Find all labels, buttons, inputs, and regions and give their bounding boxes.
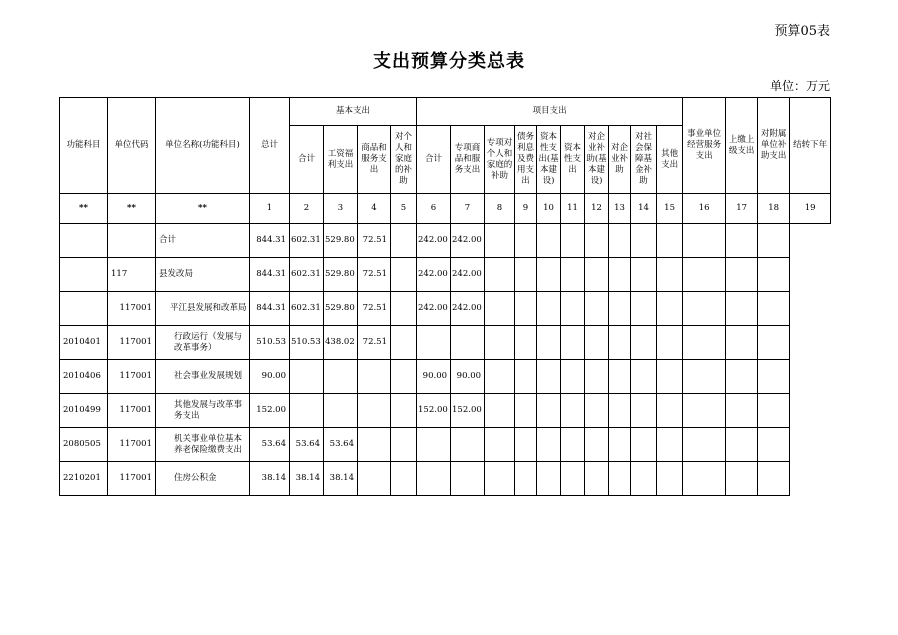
index-cell: 6	[417, 194, 451, 224]
cell-empty	[585, 360, 609, 394]
cell-proj-sum	[417, 462, 451, 496]
cell-unit: 117001	[108, 428, 156, 462]
cell-code: 2080505	[60, 428, 108, 462]
cell-empty	[585, 326, 609, 360]
index-cell: 19	[790, 194, 831, 224]
cell-wage: 529.80	[324, 224, 358, 258]
cell-name: 县发改局	[156, 258, 250, 292]
cell-basic-sum: 602.31	[290, 258, 324, 292]
cell-proj-goods	[451, 326, 485, 360]
cell-empty	[561, 428, 585, 462]
header-total: 总计	[250, 98, 290, 194]
cell-empty	[631, 394, 657, 428]
cell-unit: 117001	[108, 360, 156, 394]
cell-empty	[391, 394, 417, 428]
cell-goods	[358, 462, 391, 496]
cell-goods: 72.51	[358, 326, 391, 360]
cell-empty	[515, 258, 537, 292]
header-carry: 结转下年	[790, 98, 831, 194]
cell-proj-goods	[451, 462, 485, 496]
cell-empty	[515, 224, 537, 258]
cell-goods	[358, 428, 391, 462]
cell-empty	[561, 394, 585, 428]
cell-empty	[609, 462, 631, 496]
cell-empty	[726, 292, 758, 326]
cell-code: 2210201	[60, 462, 108, 496]
cell-proj-sum: 152.00	[417, 394, 451, 428]
cell-empty	[683, 394, 726, 428]
header-individual: 对个人和家庭的补助	[391, 126, 417, 194]
cell-empty	[561, 326, 585, 360]
cell-name: 合计	[156, 224, 250, 258]
cell-empty	[609, 360, 631, 394]
table-row	[60, 292, 831, 326]
table-row	[60, 394, 831, 428]
index-cell: 16	[683, 194, 726, 224]
header-capital-infra: 资本性支出(基本建设)	[537, 126, 561, 194]
cell-empty	[391, 224, 417, 258]
cell-empty	[391, 462, 417, 496]
cell-unit	[108, 224, 156, 258]
cell-name: 其他发展与改革事务支出	[156, 394, 250, 428]
cell-empty	[758, 394, 790, 428]
cell-basic-sum	[290, 394, 324, 428]
cell-proj-goods: 242.00	[451, 224, 485, 258]
cell-empty	[683, 224, 726, 258]
cell-empty	[657, 224, 683, 258]
index-cell: 8	[485, 194, 515, 224]
cell-total: 510.53	[250, 326, 290, 360]
cell-empty	[485, 258, 515, 292]
index-cell: 5	[391, 194, 417, 224]
table-row	[60, 428, 831, 462]
cell-proj-goods	[451, 428, 485, 462]
cell-empty	[657, 394, 683, 428]
cell-empty	[585, 462, 609, 496]
cell-empty	[561, 360, 585, 394]
cell-code: 2010499	[60, 394, 108, 428]
cell-proj-sum	[417, 326, 451, 360]
table-row	[60, 326, 831, 360]
cell-name: 社会事业发展规划	[156, 360, 250, 394]
cell-total: 53.64	[250, 428, 290, 462]
cell-empty	[657, 292, 683, 326]
cell-proj-sum: 242.00	[417, 224, 451, 258]
cell-empty	[585, 428, 609, 462]
cell-empty	[609, 258, 631, 292]
cell-empty	[515, 326, 537, 360]
cell-empty	[609, 292, 631, 326]
cell-empty	[391, 326, 417, 360]
index-cell: 13	[609, 194, 631, 224]
cell-empty	[657, 360, 683, 394]
cell-empty	[537, 394, 561, 428]
page-title: 支出预算分类总表	[373, 51, 525, 72]
cell-empty	[683, 462, 726, 496]
header-unit-name: 单位名称(功能科目)	[156, 98, 250, 194]
cell-empty	[485, 292, 515, 326]
cell-empty	[631, 360, 657, 394]
cell-code: 2010406	[60, 360, 108, 394]
header-project: 项目支出	[417, 98, 683, 126]
cell-empty	[609, 428, 631, 462]
cell-name: 机关事业单位基本养老保险缴费支出	[156, 428, 250, 462]
cell-empty	[561, 258, 585, 292]
cell-empty	[758, 292, 790, 326]
cell-empty	[726, 326, 758, 360]
cell-goods: 72.51	[358, 224, 391, 258]
unit-label: 单位：万元	[769, 79, 830, 93]
cell-proj-goods: 90.00	[451, 360, 485, 394]
cell-wage: 53.64	[324, 428, 358, 462]
cell-empty	[485, 326, 515, 360]
cell-empty	[657, 462, 683, 496]
cell-empty	[726, 428, 758, 462]
index-cell: 1	[250, 194, 290, 224]
cell-wage: 529.80	[324, 292, 358, 326]
header-other: 其他支出	[657, 126, 683, 194]
cell-basic-sum: 38.14	[290, 462, 324, 496]
index-cell: 9	[515, 194, 537, 224]
cell-empty	[631, 292, 657, 326]
cell-total: 38.14	[250, 462, 290, 496]
index-cell: 18	[758, 194, 790, 224]
index-cell: 3	[324, 194, 358, 224]
cell-wage: 38.14	[324, 462, 358, 496]
header-func-code: 功能科目	[60, 98, 108, 194]
index-cell: 10	[537, 194, 561, 224]
cell-unit: 117	[108, 258, 156, 292]
index-cell: 11	[561, 194, 585, 224]
cell-code	[60, 292, 108, 326]
cell-unit: 117001	[108, 326, 156, 360]
cell-empty	[631, 428, 657, 462]
cell-code	[60, 258, 108, 292]
cell-code: 2010401	[60, 326, 108, 360]
cell-proj-sum: 242.00	[417, 292, 451, 326]
form-number: 预算05表	[774, 24, 830, 39]
index-cell: 2	[290, 194, 324, 224]
cell-empty	[561, 224, 585, 258]
cell-empty	[391, 292, 417, 326]
header-upper: 上缴上级支出	[726, 98, 758, 194]
header-proj-individual: 专项对个人和家庭的补助	[485, 126, 515, 194]
index-cell: 17	[726, 194, 758, 224]
index-cell: 4	[358, 194, 391, 224]
cell-empty	[726, 258, 758, 292]
cell-wage: 438.02	[324, 326, 358, 360]
cell-basic-sum: 510.53	[290, 326, 324, 360]
cell-proj-sum	[417, 428, 451, 462]
cell-empty	[537, 258, 561, 292]
cell-total: 844.31	[250, 292, 290, 326]
cell-empty	[758, 360, 790, 394]
cell-unit: 117001	[108, 462, 156, 496]
cell-goods	[358, 394, 391, 428]
cell-basic-sum: 602.31	[290, 224, 324, 258]
table-row	[60, 462, 831, 496]
cell-empty	[391, 258, 417, 292]
cell-empty	[515, 462, 537, 496]
cell-goods: 72.51	[358, 292, 391, 326]
cell-empty	[485, 462, 515, 496]
cell-empty	[683, 326, 726, 360]
cell-empty	[515, 292, 537, 326]
cell-empty	[758, 428, 790, 462]
cell-empty	[631, 462, 657, 496]
cell-empty	[537, 326, 561, 360]
cell-empty	[561, 462, 585, 496]
cell-empty	[631, 326, 657, 360]
cell-proj-sum: 242.00	[417, 258, 451, 292]
cell-empty	[561, 292, 585, 326]
cell-empty	[657, 326, 683, 360]
cell-unit: 117001	[108, 394, 156, 428]
cell-empty	[726, 462, 758, 496]
header-business: 事业单位经营服务支出	[683, 98, 726, 194]
header-enterprise: 对企业补助	[609, 126, 631, 194]
index-cell: 15	[657, 194, 683, 224]
index-row	[60, 194, 831, 224]
header-debt: 债务利息及费用支出	[515, 126, 537, 194]
cell-empty	[391, 428, 417, 462]
cell-empty	[515, 394, 537, 428]
cell-proj-goods: 242.00	[451, 258, 485, 292]
index-cell: **	[60, 194, 108, 224]
cell-goods: 72.51	[358, 258, 391, 292]
header-basic-sum: 合计	[290, 126, 324, 194]
cell-empty	[485, 360, 515, 394]
cell-empty	[726, 394, 758, 428]
cell-wage	[324, 394, 358, 428]
cell-empty	[758, 462, 790, 496]
cell-empty	[758, 224, 790, 258]
cell-empty	[631, 224, 657, 258]
cell-empty	[631, 258, 657, 292]
cell-name: 平江县发展和改革局	[156, 292, 250, 326]
budget-table	[59, 97, 831, 496]
table-row	[60, 360, 831, 394]
index-cell: **	[108, 194, 156, 224]
cell-empty	[485, 224, 515, 258]
cell-empty	[609, 224, 631, 258]
cell-empty	[657, 258, 683, 292]
index-cell: **	[156, 194, 250, 224]
cell-empty	[683, 360, 726, 394]
cell-goods	[358, 360, 391, 394]
cell-empty	[537, 224, 561, 258]
index-cell: 14	[631, 194, 657, 224]
cell-empty	[657, 428, 683, 462]
header-wage: 工资福利支出	[324, 126, 358, 194]
cell-wage: 529.80	[324, 258, 358, 292]
cell-empty	[758, 326, 790, 360]
cell-empty	[537, 428, 561, 462]
cell-total: 152.00	[250, 394, 290, 428]
cell-empty	[391, 360, 417, 394]
header-unit-code: 单位代码	[108, 98, 156, 194]
cell-empty	[585, 394, 609, 428]
cell-empty	[683, 258, 726, 292]
cell-wage	[324, 360, 358, 394]
cell-empty	[537, 292, 561, 326]
cell-code	[60, 224, 108, 258]
cell-proj-goods: 242.00	[451, 292, 485, 326]
index-cell: 7	[451, 194, 485, 224]
cell-empty	[726, 224, 758, 258]
cell-empty	[609, 394, 631, 428]
cell-empty	[585, 258, 609, 292]
header-goods: 商品和服务支出	[358, 126, 391, 194]
header-proj-sum: 合计	[417, 126, 451, 194]
cell-total: 844.31	[250, 258, 290, 292]
index-cell: 12	[585, 194, 609, 224]
cell-name: 行政运行（发展与改革事务）	[156, 326, 250, 360]
cell-total: 90.00	[250, 360, 290, 394]
cell-empty	[683, 428, 726, 462]
cell-empty	[758, 258, 790, 292]
cell-empty	[515, 360, 537, 394]
cell-empty	[726, 360, 758, 394]
cell-empty	[683, 292, 726, 326]
header-social: 对社会保障基金补助	[631, 126, 657, 194]
cell-total: 844.31	[250, 224, 290, 258]
cell-proj-goods: 152.00	[451, 394, 485, 428]
cell-basic-sum: 53.64	[290, 428, 324, 462]
cell-basic-sum	[290, 360, 324, 394]
cell-empty	[485, 394, 515, 428]
cell-empty	[609, 326, 631, 360]
table-row	[60, 258, 831, 292]
header-capital: 资本性支出	[561, 126, 585, 194]
cell-unit: 117001	[108, 292, 156, 326]
cell-empty	[537, 462, 561, 496]
cell-empty	[515, 428, 537, 462]
header-basic: 基本支出	[290, 98, 417, 126]
header-proj-goods: 专项商品和服务支出	[451, 126, 485, 194]
table-row	[60, 224, 831, 258]
cell-proj-sum: 90.00	[417, 360, 451, 394]
cell-name: 住房公积金	[156, 462, 250, 496]
cell-empty	[585, 292, 609, 326]
cell-empty	[585, 224, 609, 258]
header-subsidiary: 对附属单位补助支出	[758, 98, 790, 194]
cell-basic-sum: 602.31	[290, 292, 324, 326]
header-enterprise-infra: 对企业补助(基本建设)	[585, 126, 609, 194]
cell-empty	[537, 360, 561, 394]
cell-empty	[485, 428, 515, 462]
